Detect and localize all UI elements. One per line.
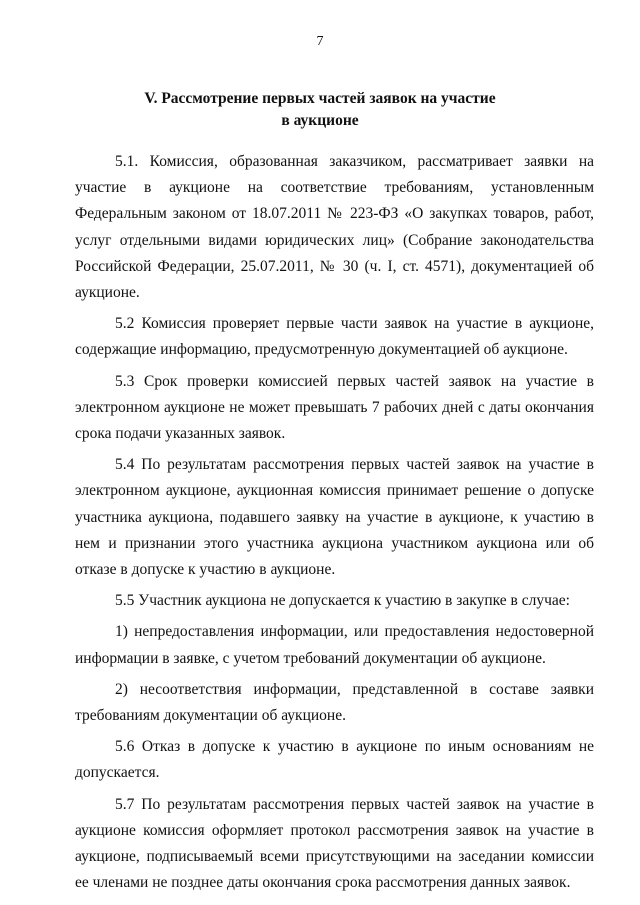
section-heading-line-1: V. Рассмотрение первых частей заявок на участие xyxy=(144,90,496,107)
paragraph-5-7: 5.7 По результатам рассмотрения первых частей заявок на участие в аукционе комиссия оформляет протокол рассмотрения заявок на участие в аукционе, подписываемый всеми присутствующими на заседании комиссии ее членами не позднее даты окончания срока рассмотрения данных заявок. xyxy=(75,795,594,892)
paragraph-5-5: 5.5 Участник аукциона не допускается к участию в закупке в случае: xyxy=(115,592,570,610)
list-item-1: 1) непредоставления информации, или предоставления недостоверной информации в заявке, с учетом требований документации об аукционе. xyxy=(75,623,594,667)
list-item-2: 2) несоответствия информации, представленной в составе заявки требованиям документации об аукционе. xyxy=(75,680,594,725)
body-text xyxy=(75,149,594,896)
paragraph-5-4: 5.4 По результатам рассмотрения первых частей заявок на участие в электронном аукционе, аукционная комиссия принимает решение о допуске участника аукциона, подавшего заявку на участие в аукционе, к участию в нем и признании этого участника аукциона участником аукциона или об отказе в допуске к участию в аукционе. xyxy=(75,456,594,579)
section-heading-line-2: в аукционе xyxy=(281,112,359,129)
section-heading xyxy=(60,88,580,132)
paragraph-5-2: 5.2 Комиссия проверяет первые части заявок на участие в аукционе, содержащие информацию, предусмотренную документацией об аукционе. xyxy=(75,315,594,359)
paragraph-5-6: 5.6 Отказ в допуске к участию в аукционе по иным основаниям не допускается. xyxy=(75,738,594,782)
page-number: 7 xyxy=(316,34,324,49)
paragraph-5-1: 5.1. Комиссия, образованная заказчиком, рассматривает заявки на участие в аукционе на соответствие требованиям, установленным Федеральным законом от 18.07.2011 № 223-ФЗ «О закупках товаров, работ, услуг отдельными видами юридических лиц» (Собрание законодательства Российской Федерации, 25.07.2011, № 30 (ч. I, ст. 4571), документацией об аукционе. xyxy=(75,153,594,302)
paragraph-5-3: 5.3 Срок проверки комиссией первых частей заявок на участие в электронном аукционе не может превышать 7 рабочих дней с даты окончания срока подачи указанных заявок. xyxy=(75,372,594,443)
